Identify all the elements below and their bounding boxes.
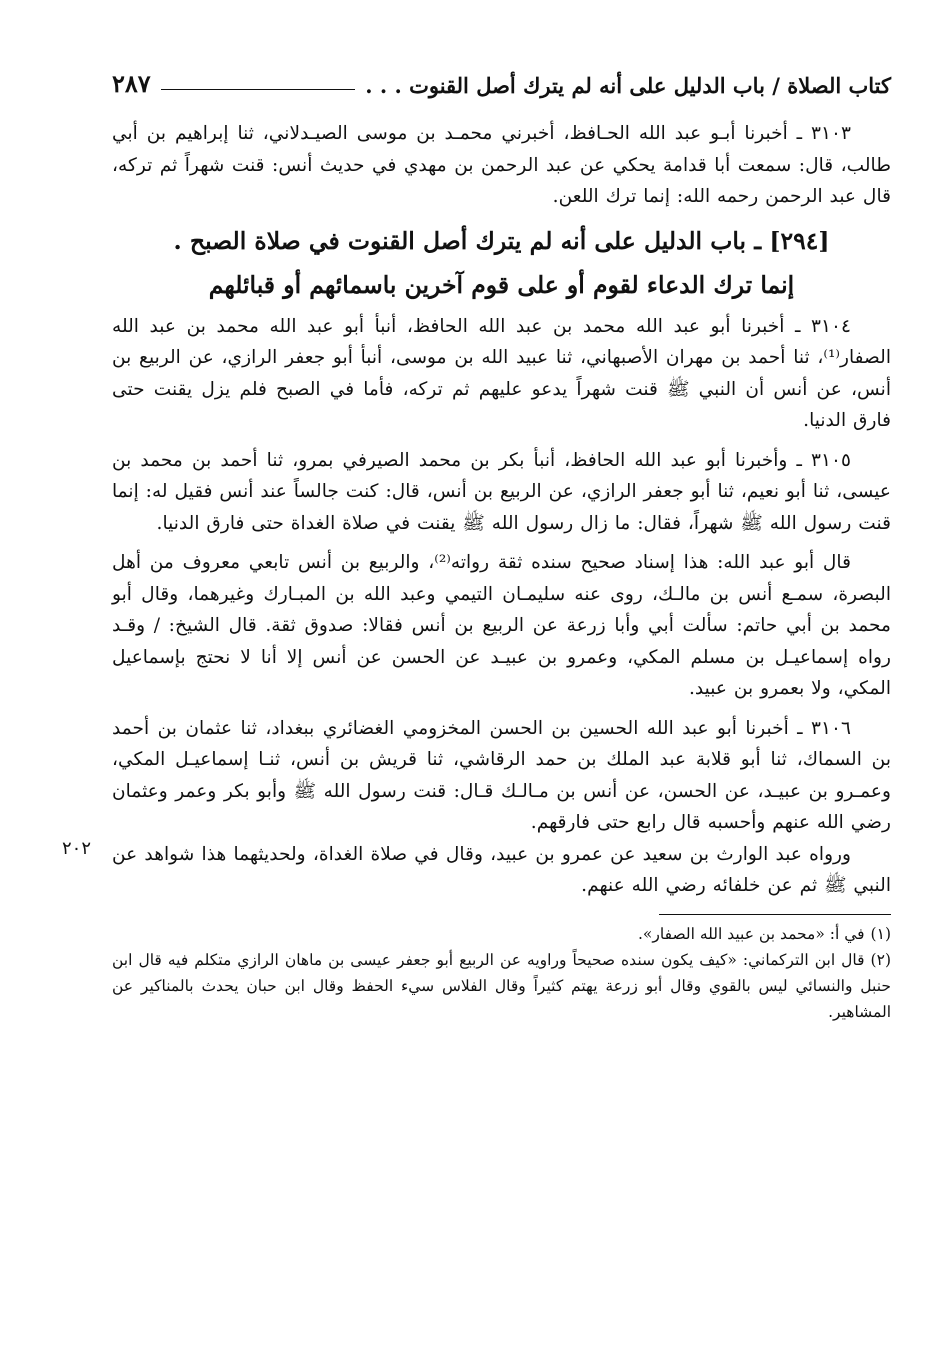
page-number: ٢٨٧ xyxy=(112,69,151,98)
running-title: كتاب الصلاة / باب الدليل على أنه لم يترك أصل القنوت . . . xyxy=(365,73,891,98)
hadith-3105: ٣١٠٥ ـ وأخبرنا أبو عبد الله الحافظ، أنبأ بكر بن محمد الصيرفي بمرو، ثنا أحمد بن محمد بن عيسى، ثنا أبو نعيم، ثنا أبو جعفر الرازي، عن الربيع بن أنس، قال: كنت جالساً عند أنس فقيل له: إنما قنت رسول الله ﷺ شهراً، فقال: ما زال رسول الله ﷺ يقنت في صلاة الغداة حتى فارق الدنيا. xyxy=(112,449,891,534)
running-header xyxy=(112,58,891,96)
footnote-2-mark: (٢) xyxy=(870,950,891,969)
marginal-page-ref: ٢٠٢ xyxy=(62,838,92,859)
footnote-1 xyxy=(112,921,891,947)
chapter-heading-line1: [٢٩٤] ـ باب الدليل على أنه لم يترك أصل القنوت في صلاة الصبح . xyxy=(173,226,830,255)
footnote-2 xyxy=(112,947,891,1025)
hadith-3104: ٣١٠٤ ـ أخبرنا أبو عبد الله محمد بن عبد الله الحافظ، أنبأ أبو عبد الله محمد بن عبد الله الصفار⁽¹⁾، ثنا أحمد بن مهران الأصبهاني، ثنا عبيد الله بن موسى، أنبأ أبو جعفر الرازي، عن الربيع بن أنس، عن أنس أن النبي ﷺ قنت شهراً يدعو عليهم ثم تركه، فأما في الصبح فلم يزل يقنت حتى فارق الدنيا. xyxy=(112,315,891,431)
footnote-2-text: قال ابن التركماني: «كيف يكون سنده صحيحاً وراويه عن الربيع أبو جعفر عيسى بن ماهان الرازي متكلم فيه قال ابن حنبل والنسائي ليس بالقوي وقال أبو زرعة يهتم كثيراً وقال الفلاس سيء الحفظ وقال ابن حبان يحدث بالمناكير عن المشاهير. xyxy=(112,950,891,1021)
chapter-heading xyxy=(112,219,891,307)
footnote-1-text: في أ: «محمد بن عبيد الله الصفار». xyxy=(637,924,865,943)
footnote-separator-wrap xyxy=(112,902,891,921)
header-rule xyxy=(161,89,356,90)
hadith-3103: ٣١٠٣ ـ أخبرنا أبـو عبد الله الحـافظ، أخبرني محمـد بن موسى الصيـدلاني، ثنا إبراهيم بن أبي طالب، قال: سمعت أبا قدامة يحكي عن عبد الرحمن بن مهدي في حديث أنس: قنت شهراً ثم تركه، قال عبد الرحمن رحمه الله: إنما ترك اللعن. xyxy=(112,123,891,207)
page-body xyxy=(112,58,891,1330)
chapter-heading-line2: إنما ترك الدعاء لقوم أو على قوم آخرين باسمائهم أو قبائلهم xyxy=(208,270,795,299)
closing-paragraph: ورواه عبد الوارث بن سعيد عن عمرو بن عبيد، وقال في صلاة الغداة، ولحديثهما هذا شواهد عن النبي ﷺ ثم عن خلفائه رضي الله عنهم. xyxy=(112,843,891,896)
footnote-separator xyxy=(659,914,891,915)
author-commentary: قال أبو عبد الله: هذا إسناد صحيح سنده ثقة رواته⁽²⁾، والربيع بن أنس تابعي معروف من أهل البصرة، سمـع أنس بن مالـك، روى عنه سليمـان التيمي وعبد الله بن المبـارك وغيرهما، وقال أبو محمد بن أبي حاتم: سألت أبي وأبا زرعة عن الربيع بن أنس فقالا: صدوق ثقة. قال الشيخ: / وقـد رواه إسماعيـل بن مسلم المكي، وعمرو بن عبيـد عن الحسن عن أنس إلا أنا لا نحتج بإسماعيل المكي، ولا بعمرو بن عبيد. xyxy=(112,552,891,699)
hadith-3106: ٣١٠٦ ـ أخبرنا أبو عبد الله الحسين بن الحسن المخزومي الغضائري ببغداد، ثنا عثمان بن أحمد بن السماك، ثنا أبو قلابة عبد الملك بن حمد الرقاشي، ثنا قريش بن أنس، ثنـا إسماعيـل المكي، وعمـرو بن عبيـد، عن الحسن، عن أنس بن مـالـك قـال: قنت رسول الله ﷺ وأبو بكر وعمر وعثمان رضي الله عنهم وأحسبه قال رابع حتى فارقهم. xyxy=(112,717,891,833)
footnote-1-mark: (١) xyxy=(870,924,891,943)
